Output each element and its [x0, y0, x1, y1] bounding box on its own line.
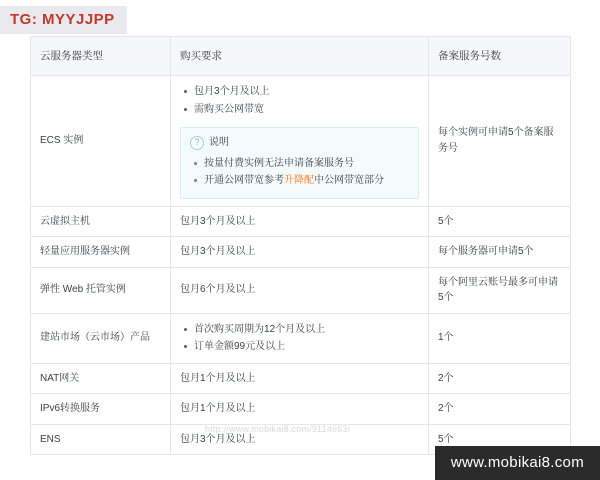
- cell-type: ENS: [31, 424, 171, 455]
- question-icon: ?: [190, 136, 204, 150]
- cell-type: ECS 实例: [31, 76, 171, 207]
- cell-count: 每个阿里云账号最多可申请5个: [429, 267, 571, 313]
- note-title: 说明: [209, 137, 229, 148]
- cell-count: 每个实例可申请5个备案服务号: [429, 76, 571, 207]
- cell-requirements: 包月3个月及以上: [171, 237, 429, 268]
- watermark-brand-bar: www.mobikai8.com: [435, 446, 600, 480]
- cell-type: NAT网关: [31, 363, 171, 394]
- cell-count: 每个服务器可申请5个: [429, 237, 571, 268]
- column-header-count: 备案服务号数: [429, 37, 571, 76]
- note-box: [180, 127, 419, 199]
- list-item: 首次购买周期为12个月及以上: [194, 321, 419, 339]
- cell-requirements: 包月1个月及以上: [171, 394, 429, 425]
- cell-requirements: [171, 76, 429, 207]
- note-list: [190, 155, 409, 190]
- note-text-pre: 开通公网带宽参考: [204, 175, 284, 186]
- requirement-list: [180, 83, 419, 118]
- cell-count: 5个: [429, 424, 571, 455]
- table-header: [31, 37, 571, 76]
- table-row: [31, 76, 571, 207]
- requirement-list: [180, 321, 419, 356]
- link-upgrade-downgrade[interactable]: 升降配: [284, 175, 314, 186]
- tg-badge: TG: MYYJJPP: [0, 6, 127, 34]
- cell-type: 建站市场（云市场）产品: [31, 313, 171, 363]
- list-item: 按量付费实例无法申请备案服务号: [204, 155, 409, 173]
- list-item: 包月3个月及以上: [194, 83, 419, 101]
- column-header-type: 云服务器类型: [31, 37, 171, 76]
- table-row: [31, 267, 571, 313]
- cell-requirements: 包月3个月及以上: [171, 206, 429, 237]
- list-item: 订单金额99元及以上: [194, 338, 419, 356]
- column-header-requirements: 购买要求: [171, 37, 429, 76]
- table-row: [31, 363, 571, 394]
- cell-type: 轻量应用服务器实例: [31, 237, 171, 268]
- requirements-table: [30, 36, 571, 455]
- cell-requirements: 包月3个月及以上: [171, 424, 429, 455]
- table-body: [31, 76, 571, 455]
- note-text-post: 中公网带宽部分: [314, 175, 384, 186]
- cell-count: 2个: [429, 363, 571, 394]
- table-header-row: [31, 37, 571, 76]
- cell-type: 云虚拟主机: [31, 206, 171, 237]
- cell-count: 1个: [429, 313, 571, 363]
- cell-count: 5个: [429, 206, 571, 237]
- note-header: [190, 135, 409, 151]
- cell-requirements: [171, 313, 429, 363]
- cell-type: IPv6转换服务: [31, 394, 171, 425]
- table-row: [31, 206, 571, 237]
- table-row: [31, 313, 571, 363]
- spec-table-container: [30, 36, 570, 455]
- list-item: [204, 172, 409, 190]
- cell-requirements: 包月6个月及以上: [171, 267, 429, 313]
- table-row: [31, 394, 571, 425]
- cell-count: 2个: [429, 394, 571, 425]
- list-item: 需购买公网带宽: [194, 101, 419, 119]
- table-row: [31, 237, 571, 268]
- cell-type: 弹性 Web 托管实例: [31, 267, 171, 313]
- watermark-url: http://www.mobikai8.com/9114663/: [205, 424, 351, 434]
- cell-requirements: 包月1个月及以上: [171, 363, 429, 394]
